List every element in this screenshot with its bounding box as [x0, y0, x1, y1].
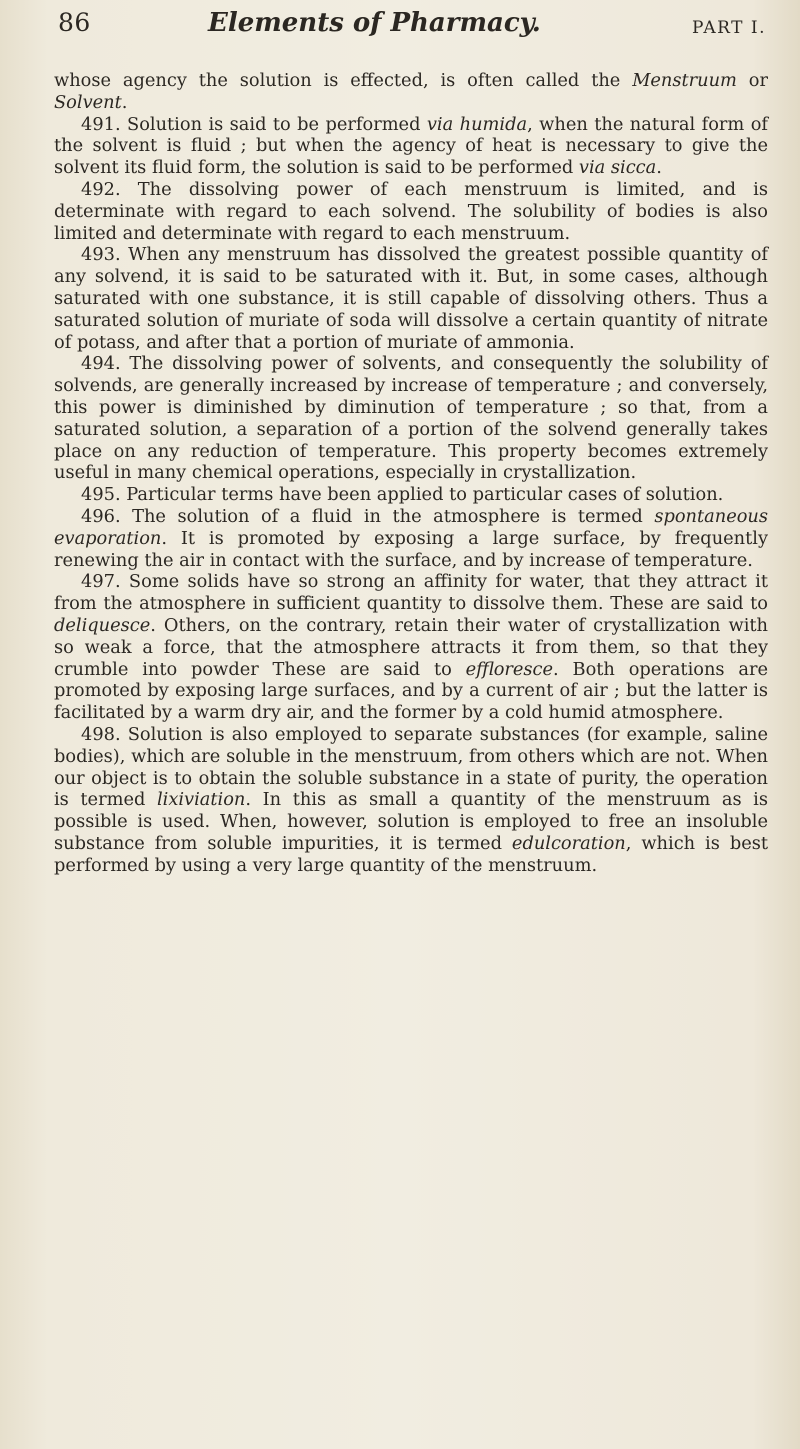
paragraph-491: [54, 114, 768, 179]
paragraph-494: [54, 353, 768, 484]
italic-term: via sicca: [578, 157, 657, 179]
text-run: 496. The solution of a fluid in the atmosphere is termed: [81, 505, 655, 527]
text-run: , which is best performed by using a very large quantity of the menstruum.: [54, 832, 768, 876]
body-text: [54, 70, 768, 876]
text-run: . It is promoted by exposing a large surface, by frequently renewing the air in contact with the surface, and by increase of temperature.: [54, 527, 768, 571]
text-run: 498. Solution is also employed to separate substances (for example, saline bodies), which are soluble in the menstruum, from others which are not. When our object is to obtain the soluble substance in a state of purity, the operation is termed: [54, 723, 768, 811]
text-run: . In this as small a quantity of the menstruum as is possible is used. When, however, solution is employed to free an insoluble substance from soluble impurities, it is termed: [54, 789, 768, 854]
paragraph-493: [54, 244, 768, 353]
text-run: . Others, on the contrary, retain their water of crystallization with so weak a force, that the atmosphere attracts it from them, so that they crumble into powder These are said to: [54, 614, 768, 680]
page-header: [58, 6, 766, 62]
page-number: 86: [58, 8, 91, 37]
italic-term: Menstruum: [632, 70, 737, 91]
italic-term: Solvent: [54, 91, 122, 113]
text-run: 497. Some solids have so strong an affinity for water, that they attract it from the atmosphere in sufficient quantity to dissolve them. These are said to: [54, 571, 768, 615]
text-run: .: [121, 91, 128, 113]
paragraph-497: [54, 571, 768, 724]
paragraph-498: [54, 724, 768, 877]
text-run: 495. Particular terms have been applied to particular cases of solution.: [81, 484, 724, 506]
text-run: 492. The dissolving power of each menstruum is limited, and is determinate with regard to each solvend. The solubility of bodies is also limited and determinate with regard to each menstruum.: [54, 178, 768, 244]
italic-term: edulcoration: [511, 832, 626, 854]
text-run: 493. When any menstruum has dissolved the greatest possible quantity of any solvend, it is said to be saturated with it. But, in some cases, although saturated with one substance, it is still capable of dissolving others. Thus a saturated solution of muriate of soda will dissolve a certain quantity of nitrate of potass, and after that a portion of muriate of ammonia.: [54, 244, 768, 353]
text-run: , when the natural form of the solvent is fluid ; but when the agency of heat is necessary to give the solvent its fluid form, the solution is said to be performed: [54, 113, 768, 179]
text-run: . Both operations are promoted by exposing large surfaces, and by a current of air ; but the latter is facilitated by a warm dry air, and the former by a cold humid atmosphere.: [54, 658, 768, 724]
paragraph-cont: [54, 70, 768, 114]
italic-term: via humida: [426, 113, 528, 135]
text-run: 494. The dissolving power of solvents, and consequently the solubility of solvends, are generally increased by increase of temperature ; and conversely, this power is diminished by diminution of temperature ; so that, from a saturated solution, a separation of a portion of the solvend generally takes place on any reduction of temperature. This property becomes extremely useful in many chemical operations, especially in crystallization.: [54, 353, 768, 484]
italic-term: lixiviation: [156, 789, 246, 811]
text-run: or: [736, 70, 769, 91]
italic-term: spontaneous evaporation: [54, 505, 768, 549]
running-title: Elements of Pharmacy.: [208, 8, 541, 38]
paragraph-492: [54, 179, 768, 244]
italic-term: effloresce: [465, 658, 554, 680]
text-run: .: [656, 157, 662, 179]
text-run: 491. Solution is said to be performed: [81, 113, 427, 135]
part-label: PART I.: [691, 18, 766, 38]
italic-term: deliquesce: [54, 614, 151, 636]
paragraph-496: [54, 506, 768, 571]
paragraph-495: [54, 484, 768, 506]
text-run: whose agency the solution is effected, is often called the: [54, 70, 633, 91]
